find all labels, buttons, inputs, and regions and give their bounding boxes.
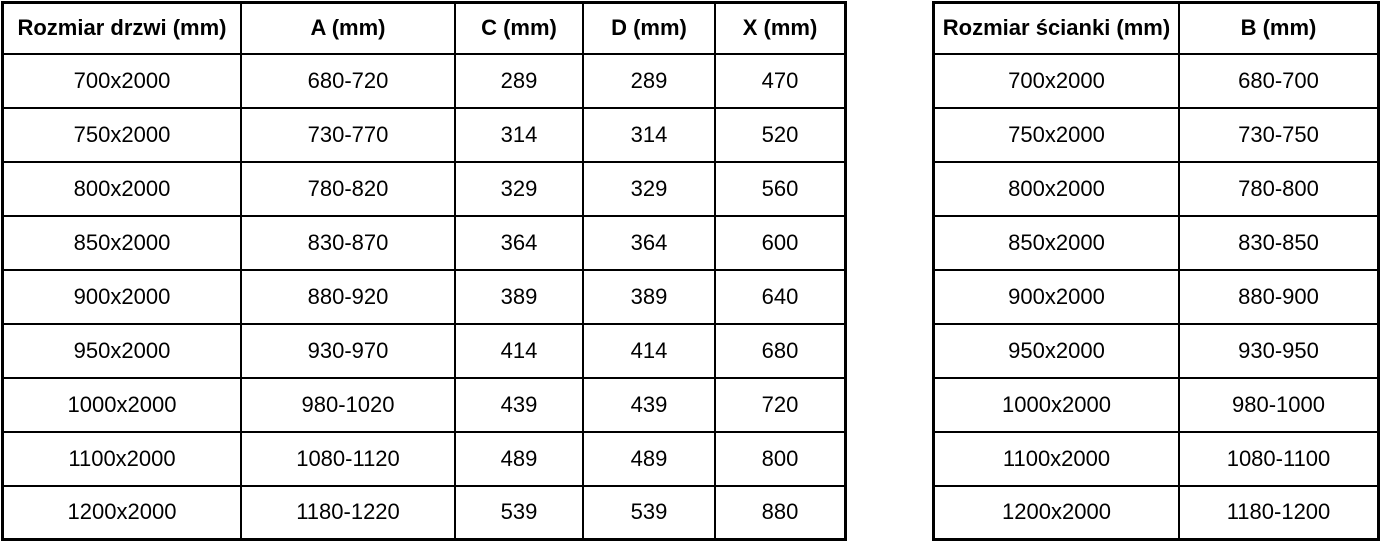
table-cell: 750x2000 [934,108,1180,162]
table-row [3,378,846,432]
table-cell: 1080-1120 [241,432,455,486]
table-cell: 389 [583,270,715,324]
wall-panel-sizes-header-row [934,3,1379,54]
table-cell: 439 [583,378,715,432]
table-cell: 850x2000 [934,216,1180,270]
table-cell: 800 [715,432,846,486]
table-cell: 800x2000 [934,162,1180,216]
table-cell: 600 [715,216,846,270]
table-cell: 329 [583,162,715,216]
table-cell: 364 [583,216,715,270]
table-cell: 1000x2000 [3,378,242,432]
table-cell: 700x2000 [934,54,1180,108]
door-sizes-column-header-1: A (mm) [241,3,455,54]
table-row [934,432,1379,486]
table-cell: 520 [715,108,846,162]
wall-panel-sizes-table [932,1,1380,541]
table-cell: 1180-1220 [241,486,455,540]
table-cell: 720 [715,378,846,432]
table-cell: 329 [455,162,583,216]
table-cell: 289 [583,54,715,108]
table-row [3,270,846,324]
table-row [934,54,1379,108]
table-row [3,216,846,270]
table-cell: 730-750 [1179,108,1379,162]
table-cell: 314 [455,108,583,162]
table-cell: 680 [715,324,846,378]
table-cell: 730-770 [241,108,455,162]
door-sizes-column-header-4: X (mm) [715,3,846,54]
table-cell: 560 [715,162,846,216]
door-sizes-column-header-2: C (mm) [455,3,583,54]
table-cell: 489 [455,432,583,486]
table-row [3,54,846,108]
table-cell: 289 [455,54,583,108]
table-cell: 640 [715,270,846,324]
table-row [934,486,1379,540]
table-cell: 539 [583,486,715,540]
door-sizes-table [1,1,847,541]
table-cell: 830-850 [1179,216,1379,270]
table-row [3,162,846,216]
table-cell: 900x2000 [934,270,1180,324]
table-cell: 1100x2000 [934,432,1180,486]
table-cell: 850x2000 [3,216,242,270]
table-cell: 1200x2000 [3,486,242,540]
table-cell: 750x2000 [3,108,242,162]
table-cell: 1000x2000 [934,378,1180,432]
door-sizes-column-header-3: D (mm) [583,3,715,54]
table-cell: 1080-1100 [1179,432,1379,486]
table-cell: 900x2000 [3,270,242,324]
table-cell: 780-820 [241,162,455,216]
table-cell: 489 [583,432,715,486]
table-cell: 700x2000 [3,54,242,108]
table-cell: 414 [455,324,583,378]
table-row [934,270,1379,324]
door-sizes-column-header-0: Rozmiar drzwi (mm) [3,3,242,54]
table-row [934,324,1379,378]
table-cell: 314 [583,108,715,162]
table-cell: 470 [715,54,846,108]
table-cell: 1100x2000 [3,432,242,486]
table-row [934,378,1379,432]
table-cell: 880-920 [241,270,455,324]
door-sizes-header-row [3,3,846,54]
table-cell: 364 [455,216,583,270]
table-cell: 880-900 [1179,270,1379,324]
table-row [3,108,846,162]
table-cell: 880 [715,486,846,540]
table-cell: 950x2000 [934,324,1180,378]
table-row [934,216,1379,270]
table-row [934,108,1379,162]
table-cell: 539 [455,486,583,540]
table-cell: 680-720 [241,54,455,108]
table-cell: 680-700 [1179,54,1379,108]
table-cell: 930-970 [241,324,455,378]
wall-panel-sizes-column-header-0: Rozmiar ścianki (mm) [934,3,1180,54]
table-cell: 1180-1200 [1179,486,1379,540]
table-row [934,162,1379,216]
table-row [3,432,846,486]
table-cell: 800x2000 [3,162,242,216]
table-row [3,324,846,378]
table-cell: 439 [455,378,583,432]
table-cell: 830-870 [241,216,455,270]
table-cell: 389 [455,270,583,324]
table-cell: 414 [583,324,715,378]
table-cell: 950x2000 [3,324,242,378]
wall-panel-sizes-column-header-1: B (mm) [1179,3,1379,54]
table-cell: 1200x2000 [934,486,1180,540]
table-row [3,486,846,540]
table-cell: 930-950 [1179,324,1379,378]
table-cell: 980-1000 [1179,378,1379,432]
table-cell: 780-800 [1179,162,1379,216]
table-cell: 980-1020 [241,378,455,432]
